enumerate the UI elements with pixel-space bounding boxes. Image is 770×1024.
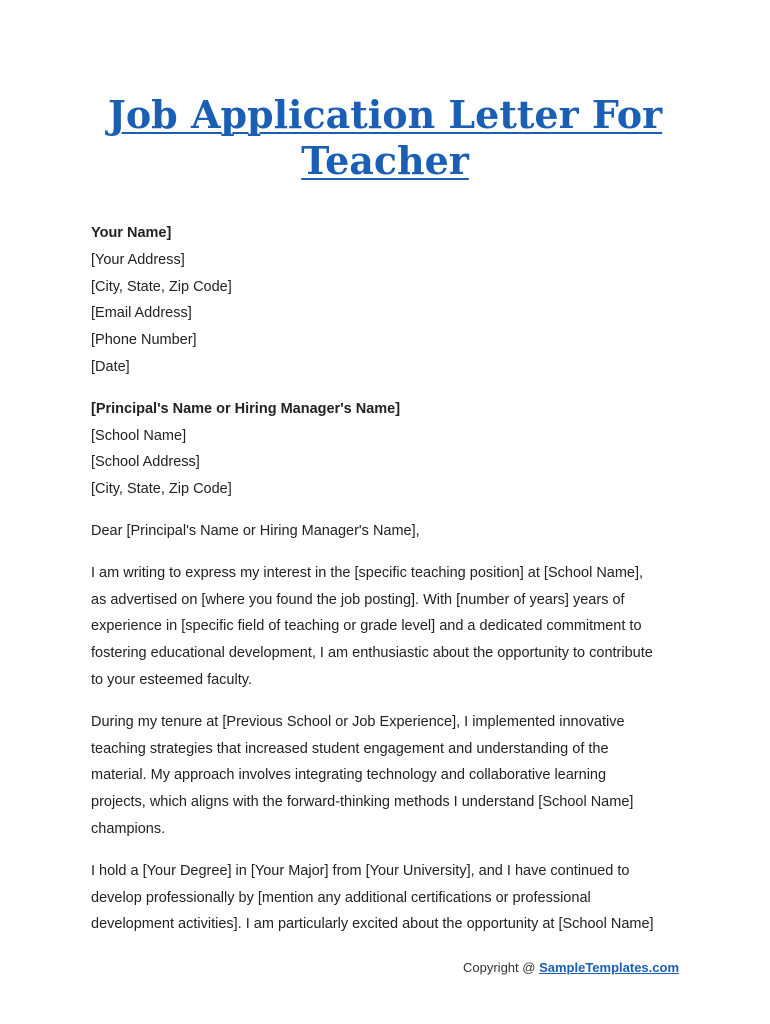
recipient-school: [School Name]	[91, 427, 187, 444]
sender-name: Your Name]	[91, 225, 172, 241]
paragraph-line: I am writing to express my interest in the [specific teaching position] at [School Name],	[91, 564, 644, 581]
title-line-2: Teacher	[301, 138, 469, 183]
recipient-address: [School Address]	[91, 454, 200, 471]
recipient-name: [Principal's Name or Hiring Manager's Name]	[91, 400, 401, 417]
paragraph-line: material. My approach involves integrating technology and collaborative learning	[91, 767, 607, 784]
sender-phone: [Phone Number]	[91, 332, 197, 349]
title-line-1: Job Application Letter For	[107, 92, 663, 137]
salutation: Dear [Principal's Name or Hiring Manager's Name],	[91, 522, 420, 539]
paragraph-line: teaching strategies that increased student engagement and understanding of the	[91, 740, 609, 757]
sampletemplates-link[interactable]: SampleTemplates.com	[539, 960, 679, 975]
copyright-prefix: Copyright @	[463, 960, 536, 975]
paragraph-line: experience in [specific field of teaching or grade level] and a dedicated commitment to	[91, 618, 642, 635]
paragraph-line: as advertised on [where you found the job posting]. With [number of years] years of	[91, 591, 625, 608]
paragraph-line: projects, which aligns with the forward-thinking methods I understand [School Name]	[91, 794, 634, 811]
document-title	[60, 92, 710, 184]
sender-date: [Date]	[91, 358, 130, 375]
paragraph-education	[91, 858, 691, 938]
paragraph-line: to your esteemed faculty.	[91, 671, 252, 688]
recipient-block	[91, 396, 691, 503]
sender-block	[91, 220, 691, 381]
salutation-block	[91, 518, 691, 545]
copyright-footer	[463, 960, 679, 975]
paragraph-line: champions.	[91, 820, 166, 837]
paragraph-line: development activities]. I am particularly excited about the opportunity at [School Name]	[91, 916, 654, 933]
sender-address: [Your Address]	[91, 251, 185, 268]
recipient-city: [City, State, Zip Code]	[91, 481, 232, 498]
paragraph-experience	[91, 709, 691, 843]
paragraph-line: develop professionally by [mention any additional certifications or professional	[91, 889, 591, 906]
paragraph-line: fostering educational development, I am enthusiastic about the opportunity to contribute	[91, 645, 653, 662]
sender-email: [Email Address]	[91, 305, 192, 322]
paragraph-line: I hold a [Your Degree] in [Your Major] from [Your University], and I have continued to	[91, 862, 630, 879]
paragraph-intro	[91, 560, 691, 694]
sender-city: [City, State, Zip Code]	[91, 278, 232, 295]
letter-body	[91, 220, 691, 953]
paragraph-line: During my tenure at [Previous School or Job Experience], I implemented innovative	[91, 713, 625, 730]
